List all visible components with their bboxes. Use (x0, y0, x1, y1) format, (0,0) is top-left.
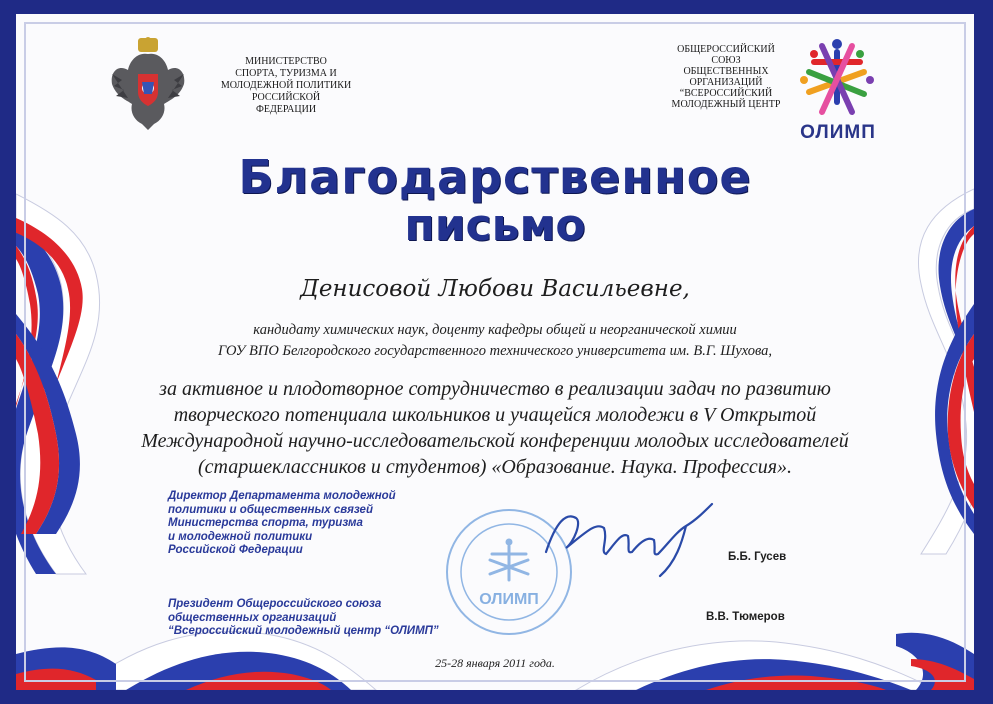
double-headed-eagle-emblem-icon (108, 34, 188, 134)
gratitude-line: (старшеклассников и студентов) «Образование. Наука. Профессия». (197, 456, 793, 478)
signatory-2-line: общественных организаций (168, 611, 337, 624)
signatory-1-title (168, 490, 468, 558)
title-line-2: письмо (404, 200, 586, 251)
signatory-2-name: В.В. Тюмеров (706, 611, 785, 623)
ministry-line: МИНИСТЕРСТВО (245, 56, 327, 67)
signatory-2-title (168, 598, 498, 639)
position-line: ГОУ ВПО Белгородского государственного технического университета им. В.Г. Шухова, (217, 343, 773, 359)
signatory-1-name: Б.Б. Гусев (728, 551, 787, 563)
union-line: МОЛОДЕЖНЫЙ ЦЕНТР (671, 99, 781, 110)
recipient-position (16, 320, 974, 362)
ministry-line: РОССИЙСКОЙ (251, 92, 321, 103)
stamp-word: ОЛИМП (479, 591, 539, 608)
title-line-1: Благодарственное (238, 150, 752, 204)
union-line: ОБЩЕРОССИЙСКИЙ (677, 44, 775, 55)
position-line: кандидату химических наук, доценту кафедры общей и неорганической химии (253, 322, 737, 338)
handwritten-signature (536, 492, 726, 582)
olimp-logo-word: ОЛИМП (800, 122, 876, 143)
ministry-line: МОЛОДЕЖНОЙ ПОЛИТИКИ (220, 80, 352, 91)
signatory-1-line: Российской Федерации (168, 544, 303, 556)
union-name (656, 44, 796, 110)
event-date: 25-28 января 2011 года. (435, 656, 555, 670)
union-line: СОЮЗ (711, 55, 741, 66)
signatory-2-line: “Всероссийский молодежный центр “ОЛИМП” (168, 625, 439, 637)
union-line: ОРГАНИЗАЦИЙ (689, 77, 763, 88)
signatory-1-line: политики и общественных связей (168, 503, 373, 516)
gratitude-text (16, 376, 974, 480)
signatory-1-line: и молодежной политики (168, 530, 313, 543)
signatory-1-line: Директор Департамента молодежной (168, 490, 396, 502)
ministry-line: СПОРТА, ТУРИЗМА И (235, 68, 337, 79)
gratitude-line: за активное и плодотворное сотрудничество в реализации задач по развитию (159, 378, 831, 400)
ministry-line: ФЕДЕРАЦИИ (255, 104, 317, 115)
recipient-name: Денисовой Любови Васильевне, (300, 276, 690, 302)
signatory-2-line: Президент Общероссийского союза (168, 598, 382, 610)
gratitude-line: творческого потенциала школьников и учащейся молодежи в V Открытой (173, 404, 817, 426)
signatory-1-line: Министерства спорта, туризма (168, 517, 363, 529)
certificate-sheet (16, 14, 974, 690)
union-line: ОБЩЕСТВЕННЫХ (683, 66, 769, 77)
union-line: “ВСЕРОССИЙСКИЙ (679, 88, 773, 99)
ministry-name (216, 56, 356, 116)
gratitude-line: Международной научно-исследовательской конференции молодых исследователей (141, 430, 849, 452)
